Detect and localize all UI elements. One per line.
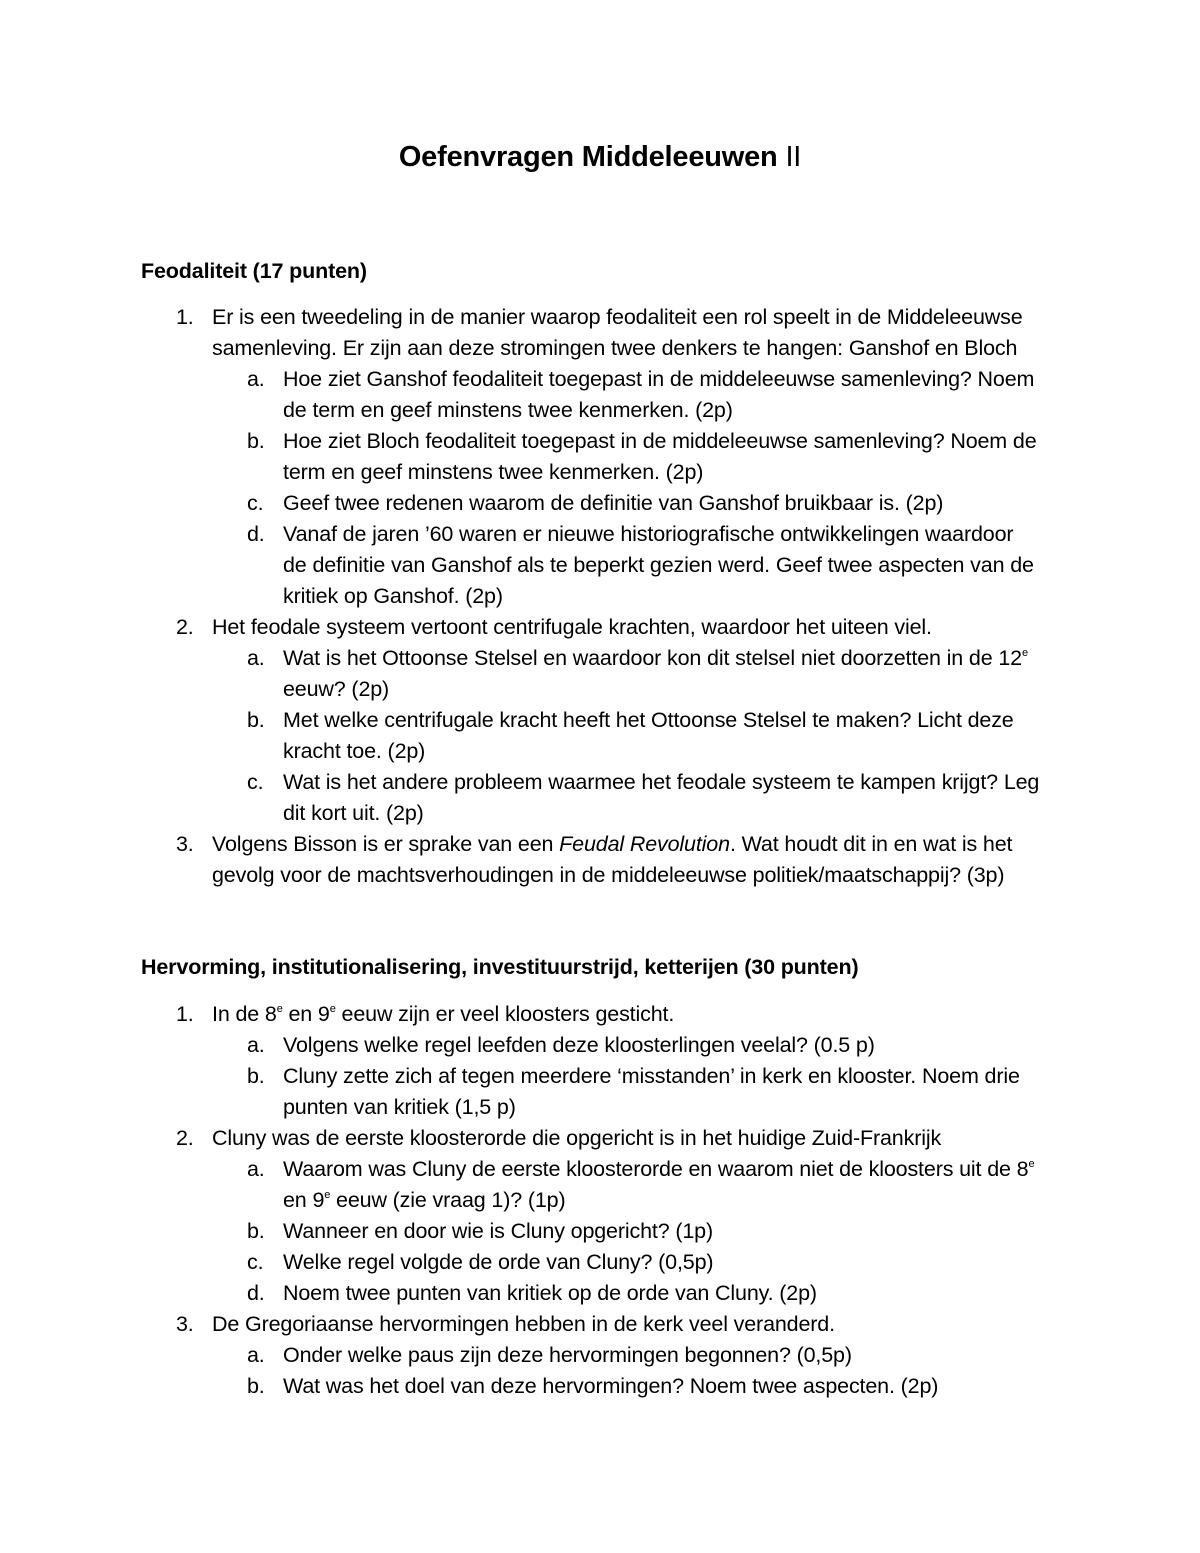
document-page: Oefenvragen Middeleeuwen II Feodaliteit (17 punten) 1. Er is een tweedeling in de manier waarop feodaliteit een rol speelt in de Middeleeuwse samenleving. Er zijn aan deze stromingen twee denkers te hangen: Ganshof en Bloch a. Hoe ziet Ganshof feodaliteit toegepast in de middeleeuwse samenleving? Noem de term en geef minstens twee kenmerken. (2p) b. Hoe ziet Bloch feodaliteit toegepast in de middeleeuwse samenleving? Noem de term en geef minstens twee kenmerken. (2p) c. Geef twee redenen waarom de definitie van Ganshof bruikbaar is. (2p) d. Vanaf de jaren ’60 waren er nieuwe historiografische ontwikkelingen waardoor de definitie van Ganshof als te beperkt gezien werd. Geef twee aspecten van de kritiek op Ganshof. (2p) 2. Het feodale systeem vertoont centrifugale krachten, waardoor het uiteen viel. a. Wat is het Ottoonse Stelsel en waardoor kon dit stelsel niet doorzetten in de 12e eeuw? (2p) b. Met welke centrifugale kracht heeft het Ottoonse Stelsel te maken? Licht deze kracht toe. (2p) c. Wat is het andere probleem waarmee het feodale systeem te kampen krijgt? Leg dit kort uit. (2p) 3. Volgens Bisson is er sprake van een Feudal Revolution. Wat houdt dit in en wat is het gevolg voor de machtsverhoudingen in de middeleeuwse politiek/maatschappij? (3p) Hervorming, institutionalisering, investituurstrijd, ketterijen (30 punten) 1. In de 8e en 9e eeuw zijn er veel kloosters gesticht. a. Volgens welke regel leefden deze kloosterlingen veelal? (0.5 p) b. Cluny zette zich af tegen meerdere ‘misstanden’ in kerk en klooster. Noem drie punten van kritiek (1,5 p) 2. Cluny was de eerste kloosterorde die opgericht is in het huidige Zuid-Frankrijk a. Waarom was Cluny de eerste kloosterorde en waarom niet de kloosters uit de 8e en 9e eeuw (zie vraag 1)? (1p) b. Wanneer en door wie is Cluny opgericht? (1p) c. Welke regel volgde de orde van Cluny? (0,5p) d. Noem twee punten van kritiek op de orde van Cluny. (2p) 3. De Gregoriaanse hervormingen hebben in de kerk veel veranderd. a. Onder welke paus zijn deze hervormingen begonnen? (0,5p) b. Wat was het doel van deze hervormingen? Noem twee aspecten. (2p) [0,0,1200,1553]
question-number: 1. [176,1002,194,1026]
question-number: 2. [176,1126,194,1150]
subquestion-letter: b. [247,1219,265,1243]
subquestion-letter: a. [247,1033,265,1057]
subquestion-letter: b. [247,429,265,453]
question-number: 3. [176,832,194,856]
emphasis-term: Feudal Revolution [559,832,730,856]
title-text: Oefenvragen Middeleeuwen [398,141,778,173]
question-number: 2. [176,615,194,639]
subquestion-letter: a. [247,646,265,670]
title-suffix: II [785,141,802,173]
page-title [0,141,1200,174]
question-number: 3. [176,1312,194,1336]
subquestion-letter: c. [247,491,264,515]
subquestion-letter: b. [247,708,265,732]
subquestion-letter: b. [247,1374,265,1398]
subquestion-letter: d. [247,522,265,546]
subquestion-letter: d. [247,1281,265,1305]
subquestion-letter: b. [247,1064,265,1088]
subquestion-letter: a. [247,367,265,391]
question-text: Er is een tweedeling in de manier waarop feodaliteit een rol speelt in de Middeleeuwse [212,305,1023,329]
subquestion-letter: c. [247,1250,264,1274]
question-number: 1. [176,305,194,329]
subquestion-letter: c. [247,770,264,794]
subquestion-letter: a. [247,1343,265,1367]
subquestion-letter: a. [247,1157,265,1181]
